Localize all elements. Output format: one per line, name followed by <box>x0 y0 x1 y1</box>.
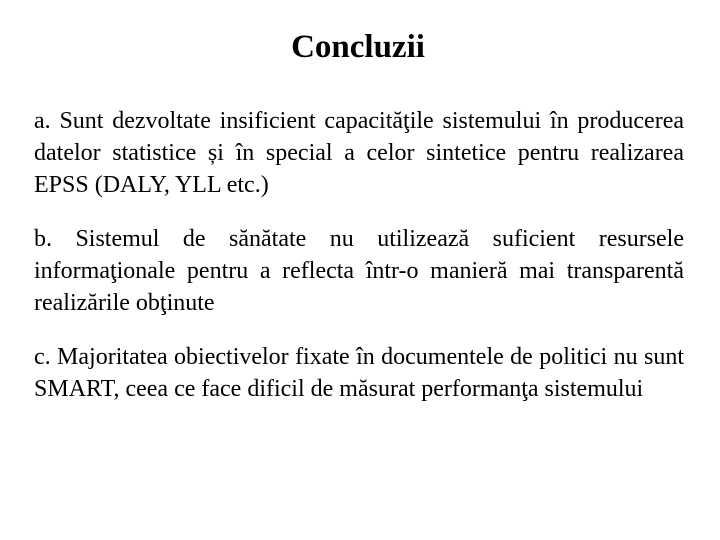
slide-title: Concluzii <box>291 29 425 65</box>
slide-body <box>34 105 684 427</box>
conclusion-c: c. Majoritatea obiectivelor fixate în documentele de politici nu sunt SMART, ceea ce face dificil de măsurat performanţa sistemului <box>34 344 684 402</box>
conclusion-a: a. Sunt dezvoltate insificient capacităţile sistemului în producerea datelor statistice și în special a celor sintetice pentru realizarea EPSS (DALY, YLL etc.) <box>34 108 684 198</box>
conclusion-b: b. Sistemul de sănătate nu utilizează suficient resursele informaţionale pentru a reflecta într-o manieră mai transparentă realizările obţinute <box>34 226 684 316</box>
